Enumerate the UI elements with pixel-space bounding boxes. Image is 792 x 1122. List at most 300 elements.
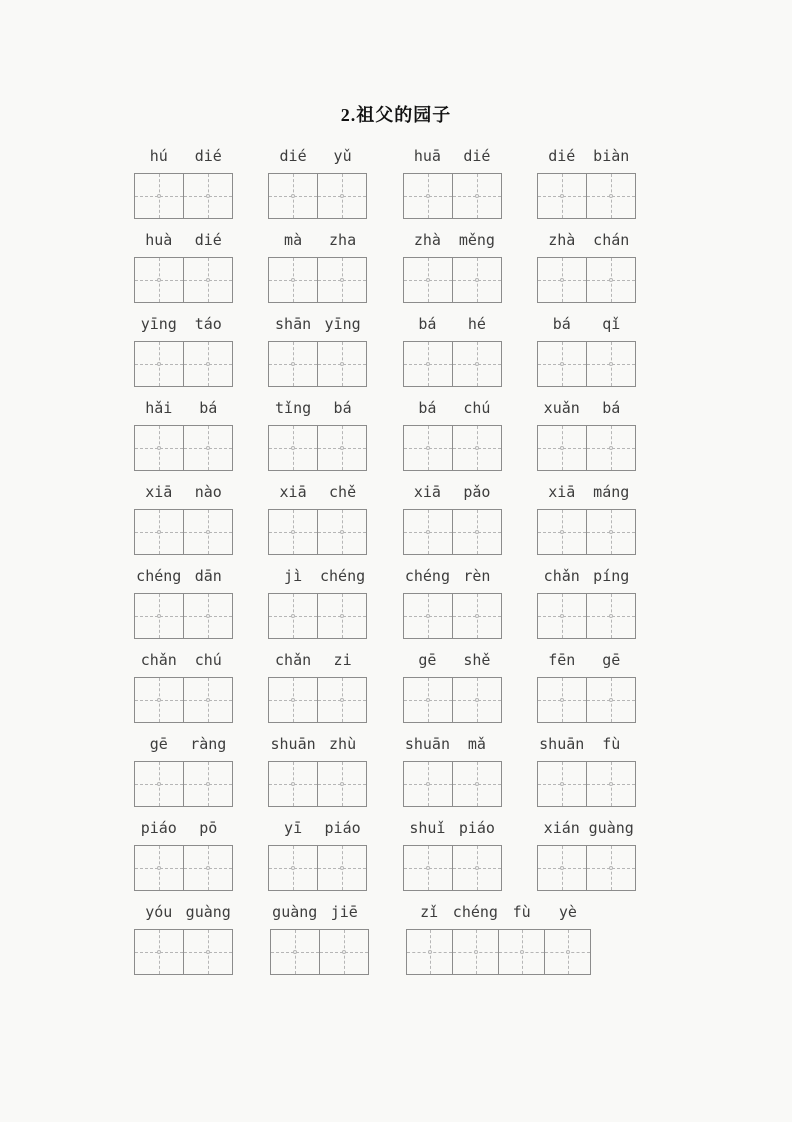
center-mark [206,278,210,282]
center-mark [291,278,295,282]
pinyin-label [403,818,502,838]
tianzige-cell [269,678,318,722]
tianzige-cell [453,594,501,638]
tianzige-cell [135,510,184,554]
word-item [134,314,233,387]
center-mark [206,698,210,702]
pinyin-label [268,482,367,502]
center-mark [340,866,344,870]
pinyin-label [134,482,233,502]
tianzige-cell [538,678,587,722]
word-item [268,230,367,303]
writing-grid [134,341,233,387]
worksheet-row [134,230,636,303]
pinyin-syllable: xiā [279,483,307,501]
tianzige-cell [184,930,232,974]
pinyin-syllable: bá [552,315,571,333]
pinyin-syllable: yī [284,819,303,837]
center-mark [342,950,346,954]
pinyin-syllable: hú [149,147,168,165]
tianzige-cell [404,678,453,722]
tianzige-cell [184,426,232,470]
pinyin-syllable: guàng [272,903,318,921]
pinyin-syllable: pō [199,819,218,837]
center-mark [609,782,613,786]
word-item [268,566,367,639]
tianzige-cell [269,174,318,218]
worksheet-row [134,902,636,975]
pinyin-syllable: piáo [140,819,177,837]
pinyin-label [537,650,636,670]
pinyin-label [403,314,502,334]
worksheet-row [134,734,636,807]
pinyin-syllable: zi [333,651,352,669]
vocabulary-grid [134,146,636,975]
center-mark [609,278,613,282]
pinyin-syllable: xián [543,819,580,837]
writing-grid [537,845,636,891]
pinyin-syllable: zhù [329,735,357,753]
pinyin-label [537,566,636,586]
center-mark [609,194,613,198]
pinyin-syllable: piáo [324,819,361,837]
tianzige-cell [404,174,453,218]
tianzige-cell [587,342,635,386]
word-item [268,398,367,471]
pinyin-label [403,230,502,250]
center-mark [206,614,210,618]
word-item [537,818,636,891]
writing-grid [268,677,367,723]
writing-grid [403,509,502,555]
pinyin-syllable: yóu [145,903,173,921]
pinyin-syllable: gē [418,651,437,669]
center-mark [426,278,430,282]
center-mark [520,950,524,954]
tianzige-cell [587,258,635,302]
center-mark [340,194,344,198]
center-mark [340,614,344,618]
word-item [268,314,367,387]
pinyin-label [403,566,502,586]
pinyin-syllable: shuān [270,735,316,753]
tianzige-cell [269,846,318,890]
tianzige-cell [453,426,501,470]
writing-grid [134,257,233,303]
tianzige-cell [318,174,366,218]
word-item [134,566,233,639]
center-mark [426,530,430,534]
center-mark [560,362,564,366]
tianzige-cell [135,762,184,806]
tianzige-cell [404,426,453,470]
center-mark [560,194,564,198]
pinyin-label [268,230,367,250]
center-mark [157,950,161,954]
word-item [268,482,367,555]
word-item [270,902,369,975]
pinyin-syllable: yīng [140,315,177,333]
pinyin-syllable: bá [418,315,437,333]
writing-grid [134,845,233,891]
center-mark [291,530,295,534]
pinyin-syllable: xiā [145,483,173,501]
pinyin-syllable: chéng [320,567,366,585]
worksheet-row [134,146,636,219]
center-mark [291,194,295,198]
tianzige-cell [404,846,453,890]
word-item [134,146,233,219]
center-mark [474,950,478,954]
center-mark [475,530,479,534]
word-item [134,902,233,975]
writing-grid [134,425,233,471]
tianzige-cell [538,846,587,890]
tianzige-cell [135,174,184,218]
center-mark [206,782,210,786]
pinyin-syllable: qǐ [602,315,621,333]
pinyin-syllable: shuǐ [409,819,446,837]
pinyin-label [134,650,233,670]
tianzige-cell [404,594,453,638]
tianzige-cell [135,930,184,974]
writing-grid [403,341,502,387]
center-mark [560,614,564,618]
pinyin-syllable: hé [467,315,486,333]
pinyin-syllable: huā [413,147,441,165]
worksheet-row [134,314,636,387]
center-mark [475,782,479,786]
pinyin-syllable: yǔ [333,147,352,165]
word-item [403,230,502,303]
tianzige-cell [538,510,587,554]
center-mark [560,530,564,534]
center-mark [475,866,479,870]
pinyin-label [537,314,636,334]
pinyin-syllable: mǎ [467,735,486,753]
writing-grid [406,929,591,975]
lesson-title: 2.祖父的园子 [340,105,452,125]
center-mark [560,866,564,870]
pinyin-syllable: bá [199,399,218,417]
pinyin-syllable: chán [593,231,630,249]
writing-grid [403,425,502,471]
word-item [403,734,502,807]
word-item [134,734,233,807]
center-mark [206,866,210,870]
center-mark [206,362,210,366]
pinyin-label [537,146,636,166]
writing-grid [537,173,636,219]
center-mark [291,614,295,618]
worksheet-row [134,566,636,639]
tianzige-cell [135,594,184,638]
writing-grid [134,929,233,975]
pinyin-syllable: fù [512,903,531,921]
pinyin-syllable: dié [279,147,307,165]
tianzige-cell [135,846,184,890]
center-mark [206,530,210,534]
tianzige-cell [538,342,587,386]
tianzige-cell [318,594,366,638]
center-mark [157,866,161,870]
tianzige-cell [318,510,366,554]
pinyin-syllable: mà [284,231,303,249]
pinyin-syllable: chǎn [543,567,580,585]
pinyin-label [134,566,233,586]
worksheet-row [134,650,636,723]
center-mark [206,446,210,450]
center-mark [340,446,344,450]
tianzige-cell [318,426,366,470]
center-mark [206,194,210,198]
pinyin-label [268,650,367,670]
center-mark [426,698,430,702]
writing-grid [537,761,636,807]
writing-grid [403,845,502,891]
writing-grid [268,341,367,387]
tianzige-cell [404,762,453,806]
center-mark [293,950,297,954]
word-item [403,650,502,723]
pinyin-syllable: chě [329,483,357,501]
pinyin-label [403,650,502,670]
tianzige-cell [453,342,501,386]
writing-grid [268,425,367,471]
writing-grid [403,257,502,303]
pinyin-syllable: zhà [548,231,576,249]
pinyin-label [268,146,367,166]
center-mark [609,446,613,450]
tianzige-cell [499,930,545,974]
writing-grid [537,257,636,303]
center-mark [291,866,295,870]
center-mark [157,698,161,702]
pinyin-syllable: jiē [330,903,358,921]
tianzige-cell [135,258,184,302]
pinyin-syllable: huà [145,231,173,249]
pinyin-syllable: tǐng [275,399,312,417]
pinyin-syllable: yīng [324,315,361,333]
tianzige-cell [318,846,366,890]
center-mark [426,782,430,786]
pinyin-syllable: nào [194,483,222,501]
center-mark [560,782,564,786]
center-mark [206,950,210,954]
pinyin-syllable: guàng [588,819,634,837]
center-mark [426,614,430,618]
tianzige-cell [269,762,318,806]
center-mark [340,782,344,786]
center-mark [291,362,295,366]
pinyin-syllable: rèn [463,567,491,585]
pinyin-syllable: hǎi [145,399,173,417]
center-mark [475,278,479,282]
pinyin-label [134,734,233,754]
word-item [134,230,233,303]
pinyin-label [537,734,636,754]
tianzige-cell [269,594,318,638]
word-item [403,314,502,387]
pinyin-syllable: xiā [413,483,441,501]
pinyin-syllable: fù [602,735,621,753]
word-item [537,650,636,723]
pinyin-label [268,566,367,586]
center-mark [426,362,430,366]
tianzige-cell [407,930,453,974]
tianzige-cell [453,846,501,890]
pinyin-syllable: zhà [413,231,441,249]
writing-grid [268,509,367,555]
pinyin-label [268,398,367,418]
pinyin-syllable: shān [275,315,312,333]
writing-grid [403,677,502,723]
tianzige-cell [538,762,587,806]
pinyin-label [134,818,233,838]
tianzige-cell [404,258,453,302]
word-item [537,482,636,555]
worksheet-row [134,818,636,891]
word-item [537,230,636,303]
pinyin-syllable: zǐ [420,903,439,921]
word-item [268,650,367,723]
tianzige-cell [538,174,587,218]
word-item [403,818,502,891]
center-mark [157,278,161,282]
pinyin-syllable: chéng [404,567,450,585]
writing-grid [537,425,636,471]
word-item [403,482,502,555]
center-mark [609,866,613,870]
word-item [134,482,233,555]
writing-grid [134,677,233,723]
center-mark [340,278,344,282]
pinyin-label [403,482,502,502]
worksheet-row [134,398,636,471]
pinyin-label [403,398,502,418]
tianzige-cell [269,342,318,386]
center-mark [609,614,613,618]
tianzige-cell [184,846,232,890]
pinyin-syllable: fēn [548,651,576,669]
word-item [403,566,502,639]
word-item [134,398,233,471]
tianzige-cell [453,678,501,722]
tianzige-cell [587,510,635,554]
pinyin-syllable: piáo [458,819,495,837]
center-mark [475,614,479,618]
center-mark [157,614,161,618]
tianzige-cell [271,930,320,974]
center-mark [566,950,570,954]
center-mark [291,782,295,786]
pinyin-syllable: máng [593,483,630,501]
writing-grid [270,929,369,975]
pinyin-syllable: dié [194,147,222,165]
tianzige-cell [453,930,499,974]
center-mark [157,362,161,366]
tianzige-cell [269,426,318,470]
pinyin-syllable: dié [463,147,491,165]
pinyin-syllable: dié [548,147,576,165]
center-mark [157,194,161,198]
word-item [537,398,636,471]
writing-grid [268,173,367,219]
word-item [403,146,502,219]
tianzige-cell [135,678,184,722]
tianzige-cell [453,258,501,302]
pinyin-label [537,398,636,418]
tianzige-cell [318,678,366,722]
tianzige-cell [184,762,232,806]
tianzige-cell [587,426,635,470]
writing-grid [403,761,502,807]
pinyin-label [406,902,591,922]
tianzige-cell [320,930,368,974]
word-item [268,818,367,891]
word-item [268,734,367,807]
writing-grid [268,257,367,303]
writing-grid [537,341,636,387]
tianzige-cell [587,762,635,806]
pinyin-syllable: dié [194,231,222,249]
word-item [537,146,636,219]
tianzige-cell [453,762,501,806]
pinyin-syllable: bá [333,399,352,417]
tianzige-cell [318,762,366,806]
tianzige-cell [538,258,587,302]
tianzige-cell [184,174,232,218]
pinyin-syllable: táo [194,315,222,333]
tianzige-cell [269,510,318,554]
pinyin-syllable: chú [194,651,222,669]
tianzige-cell [587,846,635,890]
pinyin-syllable: guàng [185,903,231,921]
pinyin-syllable: gē [149,735,168,753]
pinyin-syllable: píng [593,567,630,585]
tianzige-cell [587,174,635,218]
center-mark [560,446,564,450]
tianzige-cell [184,258,232,302]
worksheet-row [134,482,636,555]
pinyin-syllable: chǎn [140,651,177,669]
center-mark [157,530,161,534]
writing-grid [537,509,636,555]
center-mark [426,866,430,870]
center-mark [157,782,161,786]
pinyin-label [403,734,502,754]
pinyin-syllable: xuǎn [543,399,580,417]
word-item [406,902,591,975]
writing-grid [134,761,233,807]
writing-grid [403,173,502,219]
center-mark [340,362,344,366]
tianzige-cell [404,510,453,554]
center-mark [157,446,161,450]
pinyin-label [268,734,367,754]
word-item [537,314,636,387]
word-item [537,734,636,807]
pinyin-label [268,818,367,838]
tianzige-cell [184,342,232,386]
center-mark [428,950,432,954]
center-mark [560,278,564,282]
writing-grid [268,593,367,639]
pinyin-syllable: biàn [593,147,630,165]
pinyin-label [537,230,636,250]
writing-grid [134,593,233,639]
pinyin-label [134,230,233,250]
